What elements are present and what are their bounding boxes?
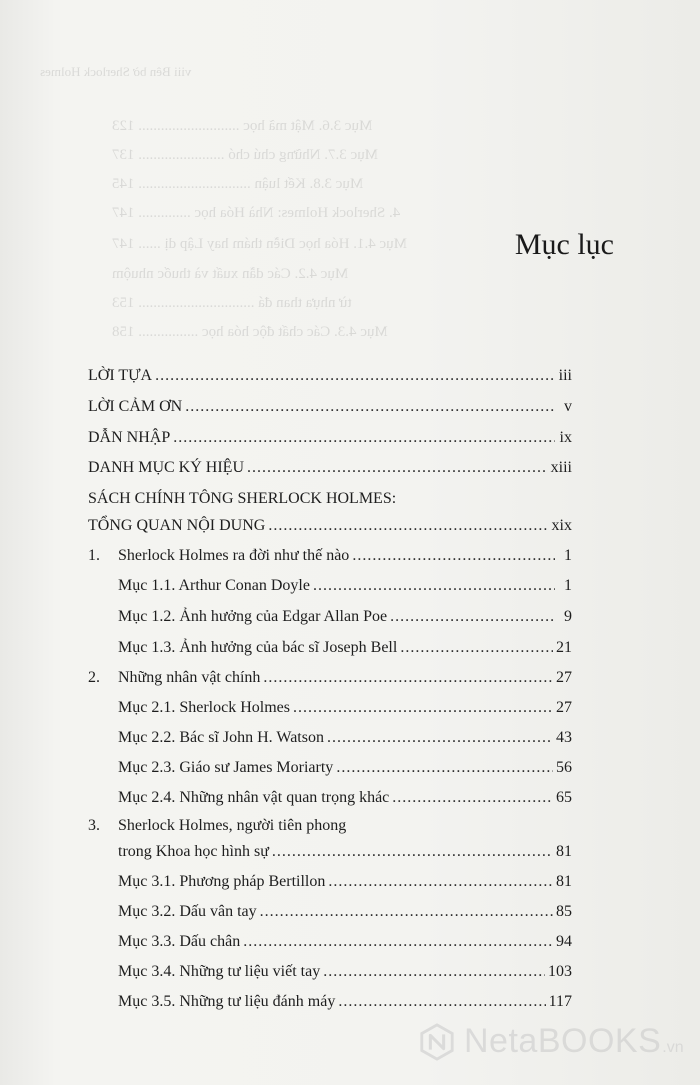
leader-dots xyxy=(352,546,555,566)
toc-entry-page: 81 xyxy=(556,843,572,860)
leader-dots xyxy=(392,788,553,808)
toc-entry-label: DẪN NHẬP xyxy=(88,429,171,446)
leader-dots xyxy=(313,576,555,596)
toc-entry-page: 27 xyxy=(556,699,572,716)
leader-dots xyxy=(390,607,555,627)
leader-dots xyxy=(247,458,548,478)
leader-dots xyxy=(173,428,555,448)
toc-entry-label: Mục 3.5. Những tư liệu đánh máy xyxy=(118,993,336,1010)
toc-section xyxy=(118,758,572,778)
toc-entry-page: 81 xyxy=(556,873,572,890)
toc-entry xyxy=(88,516,572,536)
toc-entry-page: xiii xyxy=(550,459,572,476)
bleed-line: Mục 3.8. Kết luận .............................. 145 xyxy=(112,176,364,192)
toc-entry-page: 21 xyxy=(556,639,572,656)
toc-section xyxy=(118,902,572,922)
toc-entry-label: SÁCH CHÍNH TÔNG SHERLOCK HOLMES: xyxy=(88,490,397,507)
leader-dots xyxy=(293,698,553,718)
toc-entry xyxy=(88,397,572,417)
bleed-line: Mục 4.1. Hóa học Diễn thám hay Lập dị ...... 147 xyxy=(112,236,407,252)
watermark-name: NetaBOOKS xyxy=(464,1022,662,1060)
toc-entry-page: 43 xyxy=(556,729,572,746)
toc-entry-page: 103 xyxy=(548,963,572,980)
bleed-header: viii Bên bờ Sherlock Holmes xyxy=(40,64,192,79)
toc-entry xyxy=(88,458,572,478)
toc-entry-page: 1 xyxy=(564,547,572,564)
toc-entry-label: Mục 1.3. Ảnh hưởng của bác sĩ Joseph Bell xyxy=(118,639,398,656)
toc-section xyxy=(118,638,572,658)
bleed-line: Mục 3.7. Những chú chó ....................... 137 xyxy=(112,147,379,163)
toc-entry-label: Mục 2.2. Bác sĩ John H. Watson xyxy=(118,729,324,746)
toc-entry-page: 65 xyxy=(556,789,572,806)
leader-dots xyxy=(155,366,555,386)
toc-entry-label: Mục 2.1. Sherlock Holmes xyxy=(118,699,290,716)
toc-chapter xyxy=(88,546,572,566)
chapter-number: 2. xyxy=(88,669,100,686)
bleed-line: 4. Sherlock Holmes: Nhà Hóa học .............. 147 xyxy=(112,205,401,221)
leader-dots xyxy=(243,932,553,952)
toc-section xyxy=(118,992,572,1012)
toc-entry-label: Mục 3.1. Phương pháp Bertillon xyxy=(118,873,326,890)
leader-dots xyxy=(185,397,555,417)
toc-entry-label: Mục 2.4. Những nhân vật quan trọng khác xyxy=(118,789,390,806)
leader-dots xyxy=(323,962,545,982)
toc-section xyxy=(118,607,572,627)
chapter-number: 1. xyxy=(88,547,100,564)
toc-entry-label: LỜI CẢM ƠN xyxy=(88,398,183,415)
toc-section xyxy=(118,728,572,748)
leader-dots xyxy=(328,872,553,892)
chapter-number: 3. xyxy=(88,817,100,834)
toc-entry-page: 9 xyxy=(564,608,572,625)
toc-entry-label: Mục 1.2. Ảnh hưởng của Edgar Allan Poe xyxy=(118,608,388,625)
toc-entry-label: Mục 3.2. Dấu vân tay xyxy=(118,903,257,920)
toc-entry xyxy=(88,366,572,386)
toc-entry-page: iii xyxy=(558,367,572,384)
toc-entry-page: 27 xyxy=(556,669,572,686)
leader-dots xyxy=(338,992,545,1012)
toc-entry-page: 1 xyxy=(564,577,572,594)
leader-dots xyxy=(327,728,553,748)
toc-section xyxy=(118,698,572,718)
toc-entry-label: LỜI TỰA xyxy=(88,367,153,384)
leader-dots xyxy=(272,842,553,862)
toc-chapter xyxy=(118,842,572,862)
toc-entry xyxy=(88,428,572,448)
toc-entry-page: 117 xyxy=(548,993,572,1010)
toc-entry-page: 56 xyxy=(556,759,572,776)
toc-entry-label: Mục 2.3. Giáo sư James Moriarty xyxy=(118,759,334,776)
page-title: Mục lục xyxy=(514,228,614,261)
toc-entry-page: 94 xyxy=(556,933,572,950)
bleed-line: Mục 3.6. Mật mã học ........................... 123 xyxy=(112,118,373,134)
bleed-line: Mục 4.3. Các chất độc hóa học ................ 158 xyxy=(112,324,388,340)
toc-entry-label: Mục 1.1. Arthur Conan Doyle xyxy=(118,577,310,594)
toc-section xyxy=(118,872,572,892)
toc-entry-page: 85 xyxy=(556,903,572,920)
watermark-tld: .vn xyxy=(662,1038,684,1056)
bleed-line: Mục 4.2. Các dẫn xuất và thuốc nhuộm xyxy=(112,266,349,282)
toc-entry-label: DANH MỤC KÝ HIỆU xyxy=(88,459,244,476)
toc-section xyxy=(118,962,572,982)
toc-chapter xyxy=(88,668,572,688)
toc-entry-label: Mục 3.3. Dấu chân xyxy=(118,933,241,950)
bleed-line: từ nhựa than đá ............................... 153 xyxy=(112,295,352,311)
toc-section xyxy=(118,788,572,808)
toc-entry-label: Sherlock Holmes, người tiên phong xyxy=(118,817,347,834)
toc-entry-label: Những nhân vật chính xyxy=(118,669,261,686)
toc-section xyxy=(118,932,572,952)
leader-dots xyxy=(400,638,553,658)
toc-entry-label: Sherlock Holmes ra đời như thế nào xyxy=(118,547,350,564)
toc-entry-label: trong Khoa học hình sự xyxy=(118,843,269,860)
leader-dots xyxy=(336,758,553,778)
toc-entry-page: xix xyxy=(551,517,572,534)
netabooks-logo-icon xyxy=(418,1023,456,1061)
leader-dots xyxy=(260,902,553,922)
netabooks-watermark xyxy=(418,1022,684,1061)
toc-entry-page: v xyxy=(564,398,572,415)
toc-entry-page: ix xyxy=(559,429,572,446)
toc-entry-label: Mục 3.4. Những tư liệu viết tay xyxy=(118,963,321,980)
toc-entry-label: TỔNG QUAN NỘI DUNG xyxy=(88,517,266,534)
toc-section xyxy=(118,576,572,596)
leader-dots xyxy=(263,668,553,688)
leader-dots xyxy=(268,516,548,536)
